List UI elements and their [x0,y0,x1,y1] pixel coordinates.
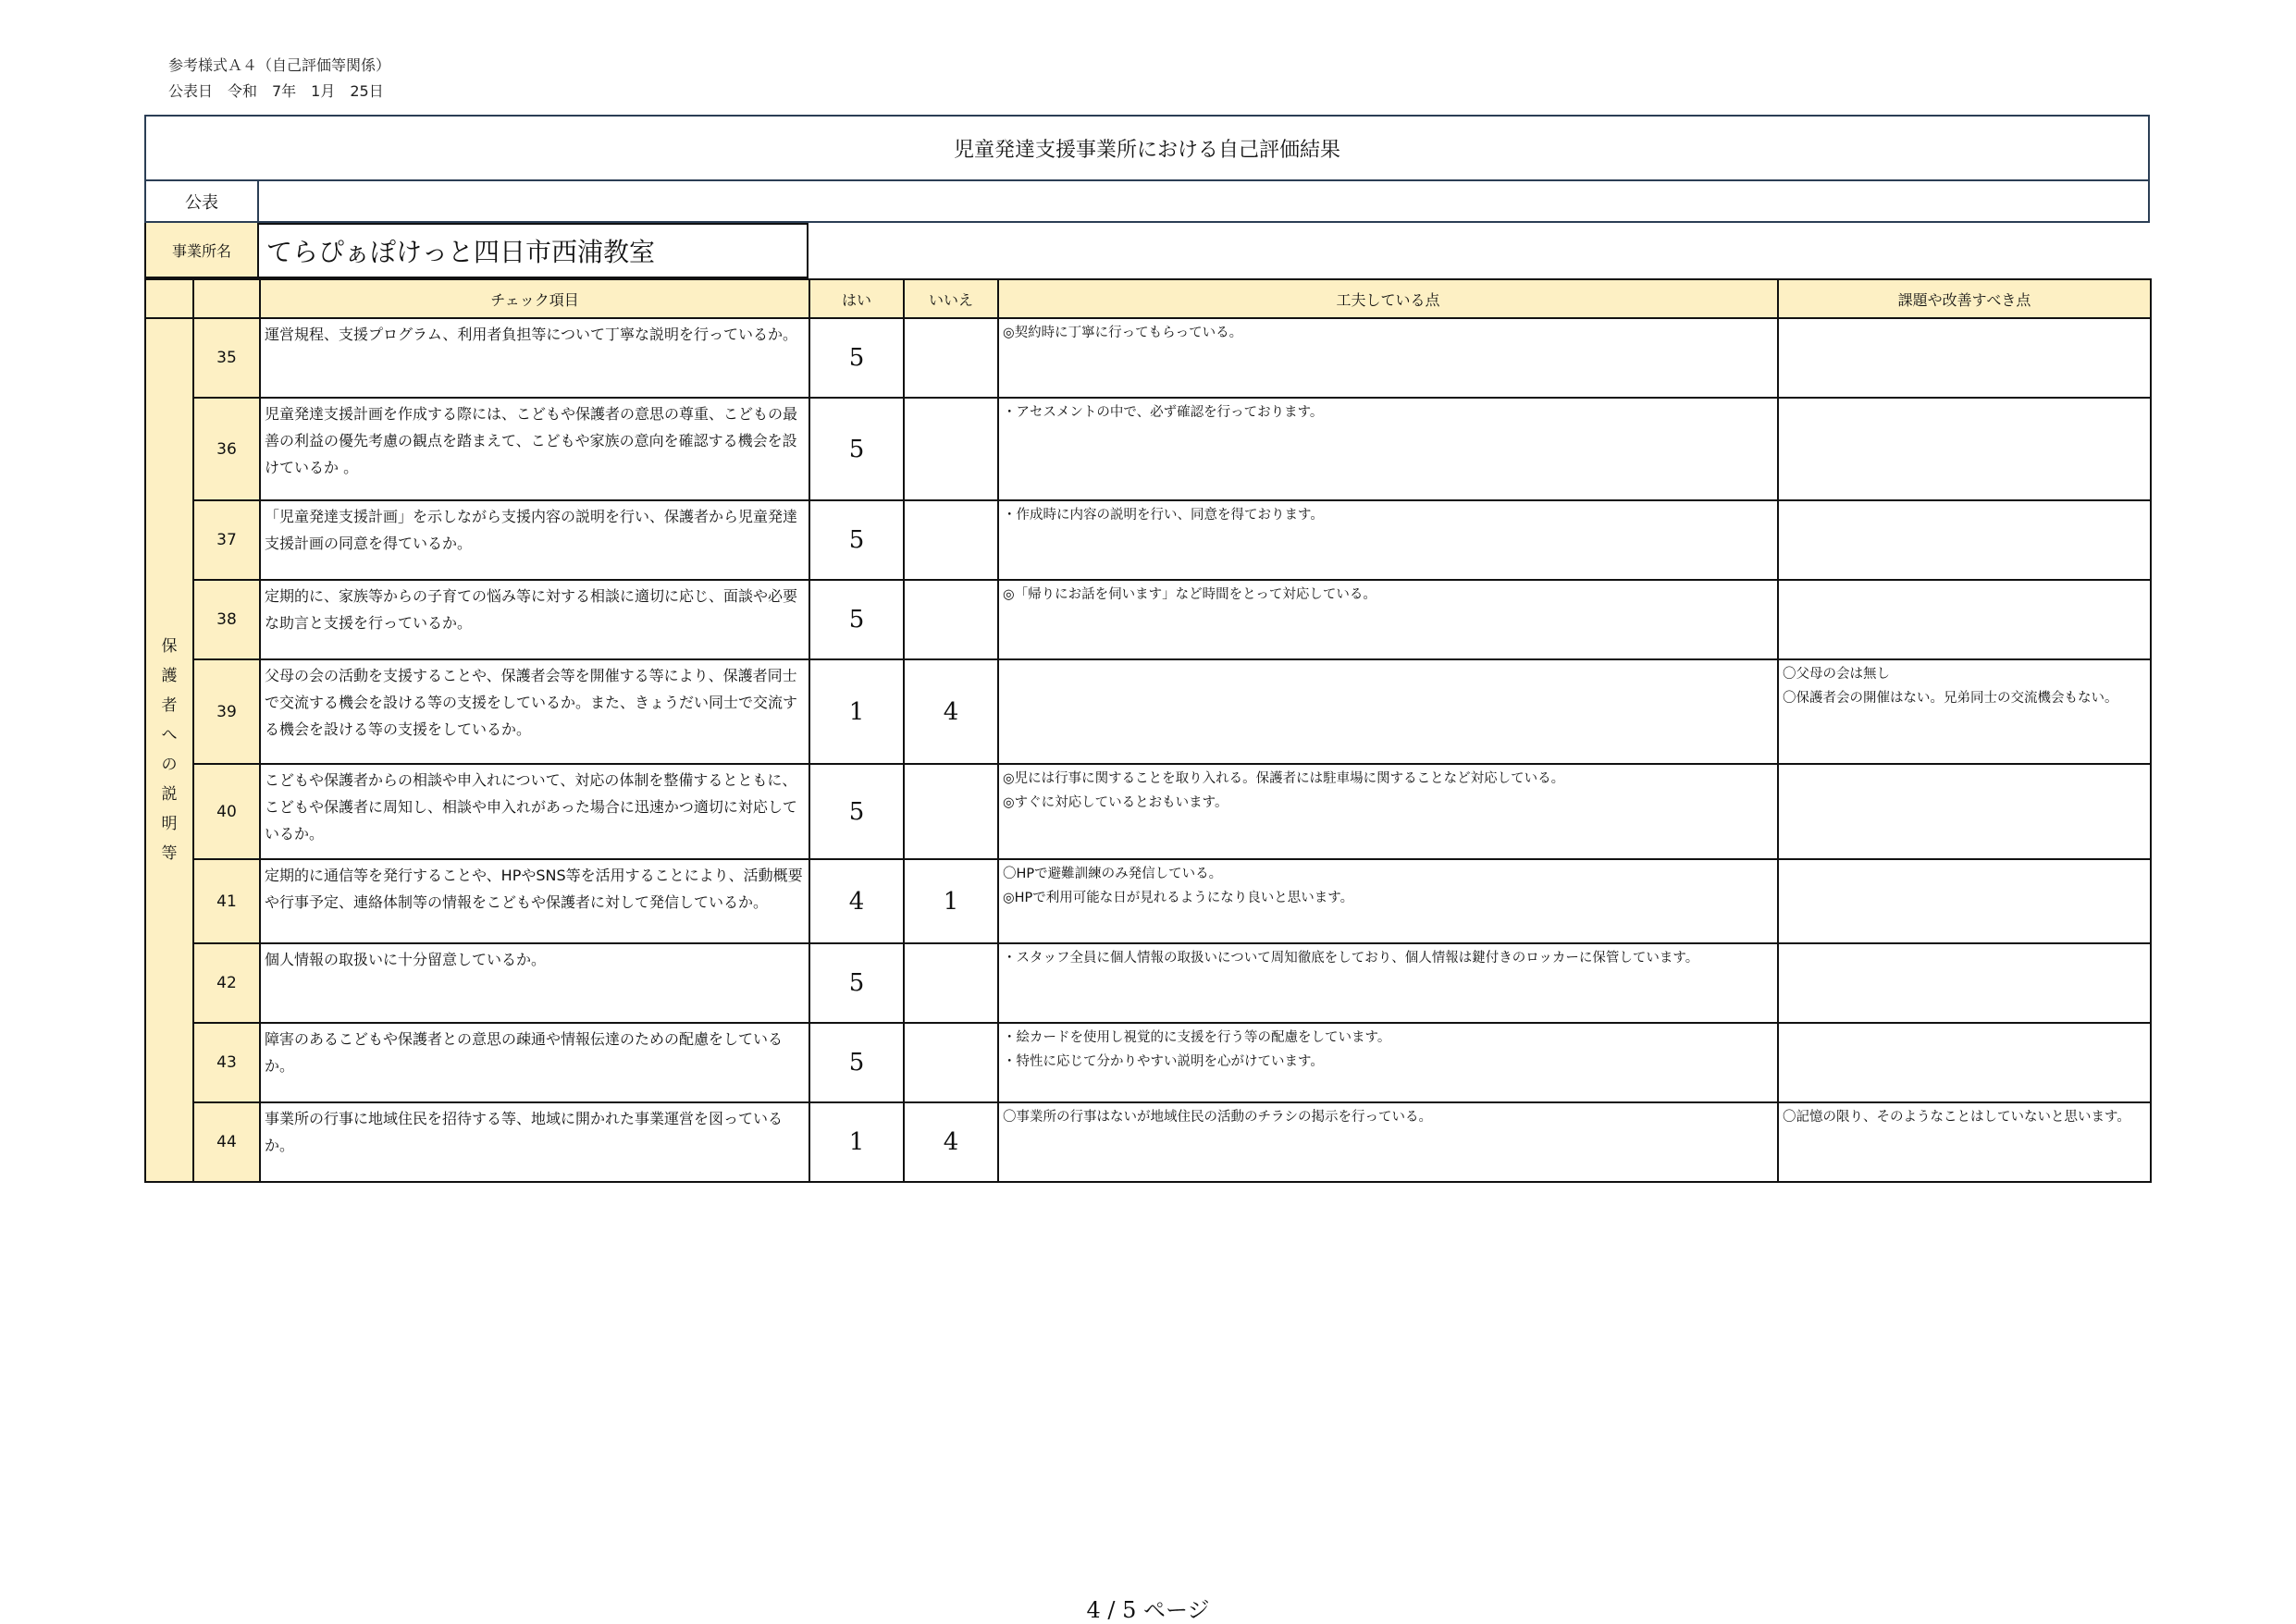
issues-cell [1778,318,2151,398]
effort-note: ◎「帰りにお話を伺います」など時間をとって対応している。 [1003,587,1376,602]
office-name: てらぴぁぽけっと四日市西浦教室 [259,223,809,278]
yes-count: 5 [809,1023,904,1102]
table-row [145,859,2151,943]
publication-value [259,181,2150,223]
efforts-cell [998,1023,1778,1102]
check-item-text: 定期的に、家族等からの子育ての悩み等に対する相談に適切に応じ、面談や必要な助言と支援を行っているか。 [260,580,809,659]
efforts-cell [998,1102,1778,1182]
table-row [145,659,2151,764]
efforts-cell [998,500,1778,580]
header-check-item: チェック項目 [260,279,809,318]
check-item-text: 父母の会の活動を支援することや、保護者会等を開催する等により、保護者同士で交流する機会を設ける等の支援をしているか。また、きょうだい同士で交流する機会を設ける等の支援をしているか。 [260,659,809,764]
no-count: 1 [904,859,998,943]
effort-note: ・特性に応じて分かりやすい説明を心がけています。 [1003,1054,1324,1069]
evaluation-table [144,278,2152,1183]
yes-count: 5 [809,500,904,580]
yes-count: 4 [809,859,904,943]
effort-note: ◎契約時に丁寧に行ってもらっている。 [1003,326,1243,340]
table-row [145,764,2151,859]
item-number: 42 [193,943,260,1023]
form-label: 参考様式Ａ４（自己評価等関係） [168,56,391,74]
issues-cell [1778,659,2151,764]
check-item-text: 障害のあるこどもや保護者との意思の疎通や情報伝達のための配慮をしているか。 [260,1023,809,1102]
table-row [145,580,2151,659]
category-label [145,318,193,1182]
yes-count: 1 [809,1102,904,1182]
yes-count: 5 [809,318,904,398]
header-issues: 課題や改善すべき点 [1778,279,2151,318]
check-item-text: 事業所の行事に地域住民を招待する等、地域に開かれた事業運営を図っているか。 [260,1102,809,1182]
header-blank-num [193,279,260,318]
issues-cell [1778,859,2151,943]
category-char: 護 [161,667,178,685]
issue-note: 〇記憶の限り、そのようなことはしていないと思います。 [1783,1110,2130,1125]
category-char: 明 [161,815,178,833]
item-number: 43 [193,1023,260,1102]
no-count [904,580,998,659]
check-item-text: 児童発達支援計画を作成する際には、こどもや保護者の意思の尊重、こどもの最善の利益の優先考慮の観点を踏まえて、こどもや家族の意向を確認する機会を設けているか 。 [260,398,809,500]
table-row [145,318,2151,398]
check-item-text: こどもや保護者からの相談や申入れについて、対応の体制を整備するとともに、こどもや保護者に周知し、相談や申入れがあった場合に迅速かつ適切に対応しているか。 [260,764,809,859]
table-header-row [145,279,2151,318]
issue-note: 〇保護者会の開催はない。兄弟同士の交流機会もない。 [1783,691,2118,706]
item-number: 41 [193,859,260,943]
issues-cell [1778,1023,2151,1102]
efforts-cell [998,580,1778,659]
item-number: 39 [193,659,260,764]
yes-count: 5 [809,398,904,500]
header-efforts: 工夫している点 [998,279,1778,318]
efforts-cell [998,859,1778,943]
efforts-cell [998,764,1778,859]
yes-count: 5 [809,943,904,1023]
header-blank-cat [145,279,193,318]
category-char: 説 [161,785,178,804]
check-item-text: 定期的に通信等を発行することや、HPやSNS等を活用することにより、活動概要や行事予定、連絡体制等の情報をこどもや保護者に対して発信しているか。 [260,859,809,943]
effort-note: ◎児には行事に関することを取り入れる。保護者には駐車場に関することなど対応している。 [1003,771,1565,786]
page-footer: 4 / 5 ページ [1086,1597,1210,1623]
effort-note: 〇事業所の行事はないが地域住民の活動のチラシの掲示を行っている。 [1003,1110,1432,1125]
table-row [145,943,2151,1023]
effort-note: ・アセスメントの中で、必ず確認を行っております。 [1003,405,1324,420]
check-item-text: 運営規程、支援プログラム、利用者負担等について丁寧な説明を行っているか。 [260,318,809,398]
header-no: いいえ [904,279,998,318]
no-count: 4 [904,659,998,764]
issues-cell [1778,398,2151,500]
no-count [904,318,998,398]
no-count [904,764,998,859]
effort-note: ・絵カードを使用し視覚的に支援を行う等の配慮をしています。 [1003,1030,1391,1045]
office-label: 事業所名 [144,223,259,278]
item-number: 40 [193,764,260,859]
header-yes: はい [809,279,904,318]
item-number: 37 [193,500,260,580]
issue-note: 〇父母の会は無し [1783,667,1890,682]
category-char: の [161,756,178,774]
category-char: 保 [161,637,178,656]
issues-cell [1778,500,2151,580]
no-count: 4 [904,1102,998,1182]
efforts-cell [998,943,1778,1023]
no-count [904,1023,998,1102]
issues-cell [1778,943,2151,1023]
issues-cell [1778,764,2151,859]
no-count [904,500,998,580]
table-row [145,398,2151,500]
effort-note: ◎すぐに対応しているとおもいます。 [1003,795,1228,810]
effort-note: ・スタッフ全員に個人情報の取扱いについて周知徹底をしており、個人情報は鍵付きのロッカーに保管しています。 [1003,951,1699,966]
effort-note: ◎HPで利用可能な日が見れるようになり良いと思います。 [1003,891,1354,905]
effort-note: 〇HPで避難訓練のみ発信している。 [1003,867,1223,881]
publish-date: 公表日 令和 7年 1月 25日 [168,82,384,100]
efforts-cell [998,659,1778,764]
effort-note: ・作成時に内容の説明を行い、同意を得ております。 [1003,508,1324,523]
category-char: へ [161,726,178,744]
item-number: 36 [193,398,260,500]
publication-label: 公表 [144,181,259,223]
table-row [145,1102,2151,1182]
no-count [904,943,998,1023]
category-char: 等 [161,844,178,863]
table-row [145,1023,2151,1102]
item-number: 35 [193,318,260,398]
issues-cell [1778,580,2151,659]
item-number: 38 [193,580,260,659]
efforts-cell [998,318,1778,398]
check-item-text: 「児童発達支援計画」を示しながら支援内容の説明を行い、保護者から児童発達支援計画の同意を得ているか。 [260,500,809,580]
no-count [904,398,998,500]
efforts-cell [998,398,1778,500]
table-row [145,500,2151,580]
yes-count: 5 [809,764,904,859]
item-number: 44 [193,1102,260,1182]
yes-count: 1 [809,659,904,764]
category-char: 者 [161,696,178,715]
yes-count: 5 [809,580,904,659]
issues-cell [1778,1102,2151,1182]
document-title: 児童発達支援事業所における自己評価結果 [144,115,2150,181]
check-item-text: 個人情報の取扱いに十分留意しているか。 [260,943,809,1023]
